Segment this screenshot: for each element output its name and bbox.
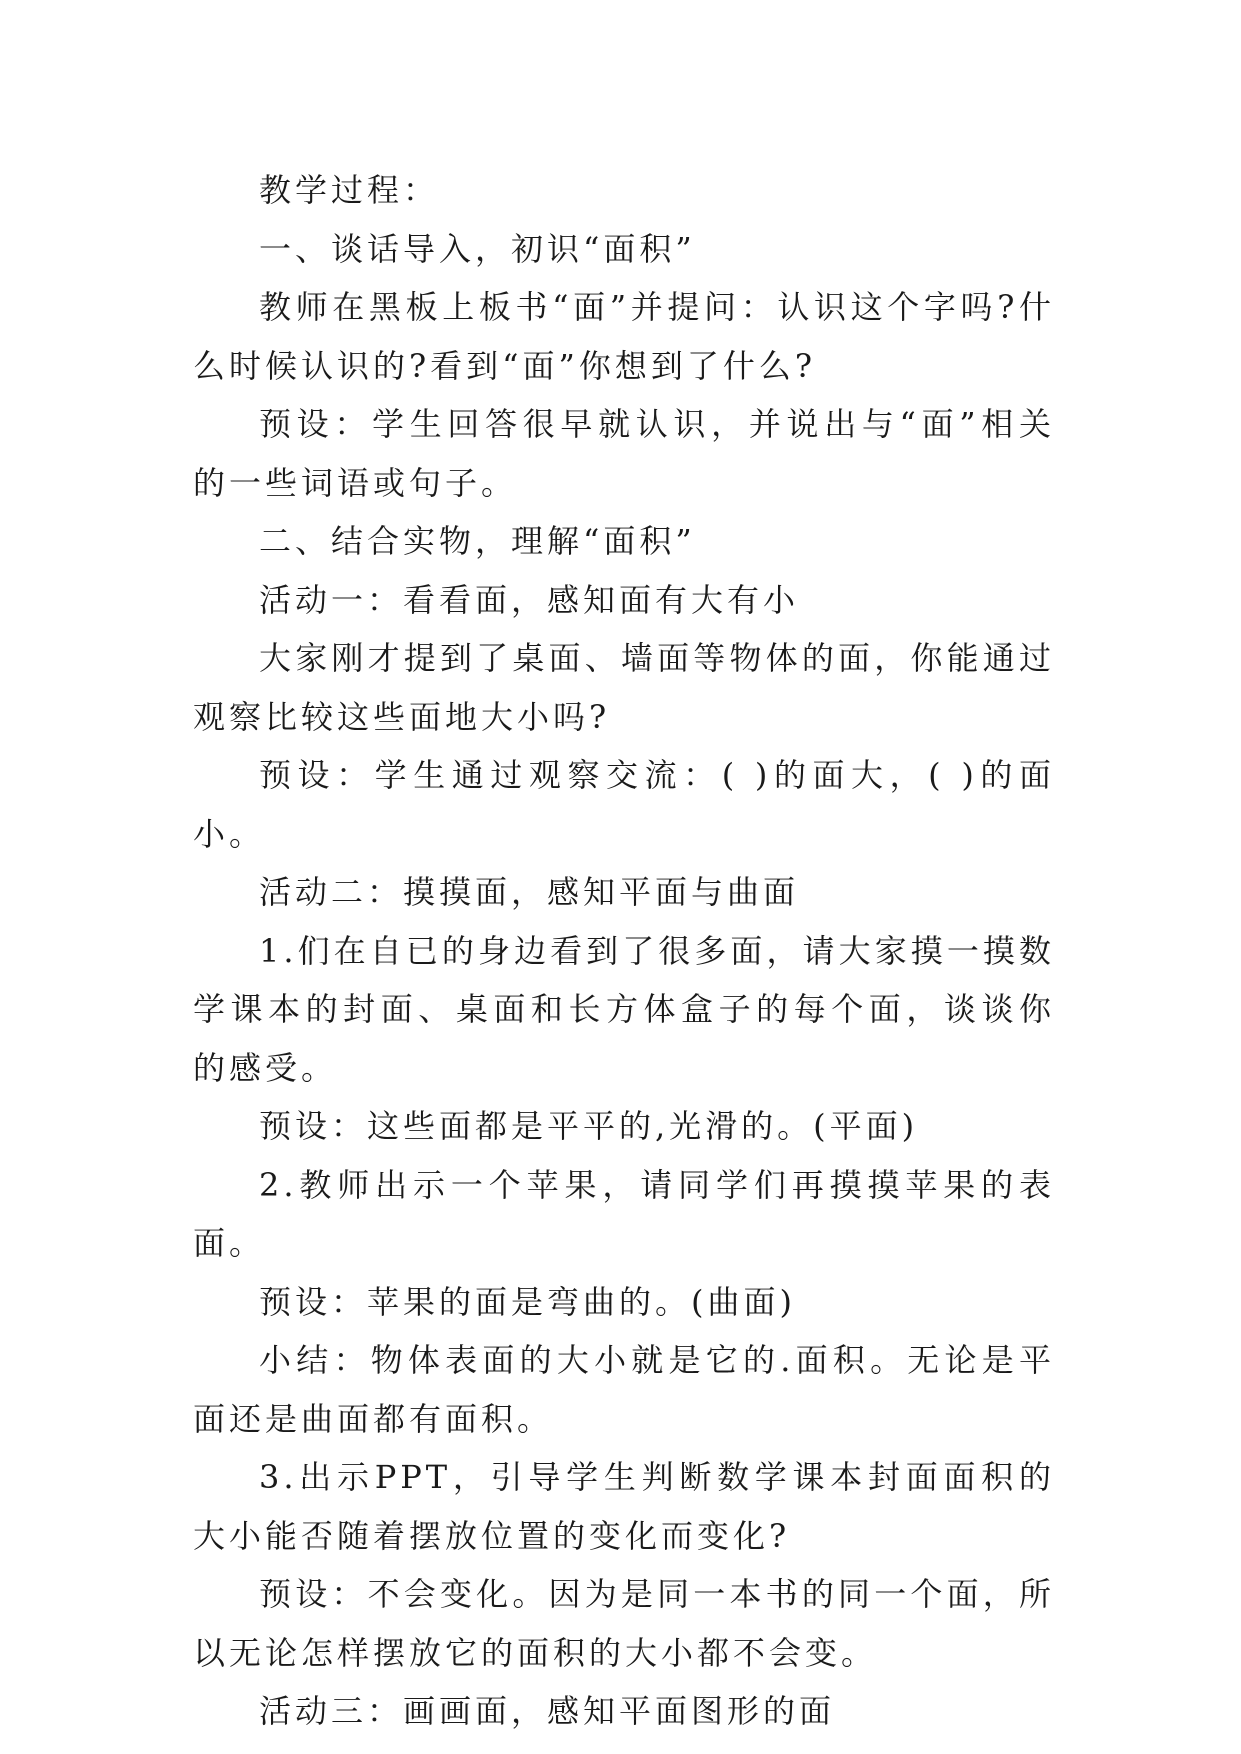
paragraph: 小结：物体表面的大小就是它的.面积。无论是平面还是曲面都有面积。 <box>193 1341 1055 1438</box>
paragraph: 预设：不会变化。因为是同一本书的同一个面，所以无论怎样摆放它的面积的大小都不会变。 <box>193 1575 1055 1672</box>
paragraph-teaching-process: 教学过程： <box>259 171 440 209</box>
paragraph: 预设：学生回答很早就认识，并说出与“面”相关的一些词语或句子。 <box>193 405 1055 502</box>
activity-heading-2: 活动二：摸摸面，感知平面与曲面 <box>259 873 800 911</box>
section-heading-2: 二、结合实物，理解“面积” <box>259 522 696 560</box>
activity-heading-1: 活动一：看看面，感知面有大有小 <box>259 580 800 619</box>
section-heading-1: 一、谈话导入，初识“面积” <box>259 229 696 268</box>
paragraph: 大家刚才提到了桌面、墙面等物体的面，你能通过观察比较这些面地大小吗? <box>193 639 1055 736</box>
activity-heading-3: 活动三：画画面，感知平面图形的面 <box>259 1692 836 1730</box>
paragraph: 预设：苹果的面是弯曲的。(曲面) <box>259 1282 796 1321</box>
paragraph: 预设：学生通过观察交流：( )的面大，( )的面小。 <box>193 756 1055 853</box>
paragraph: 2.教师出示一个苹果，请同学们再摸摸苹果的表面。 <box>193 1165 1055 1262</box>
paragraph: 预设：这些面都是平平的,光滑的。(平面) <box>259 1107 919 1145</box>
document-body <box>193 161 1055 1741</box>
paragraph: 1.们在自已的身边看到了很多面，请大家摸一摸数学课本的封面、桌面和长方体盒子的每个面，谈谈你的感受。 <box>193 931 1055 1087</box>
paragraph: 3.出示PPT，引导学生判断数学课本封面面积的大小能否随着摆放位置的变化而变化? <box>193 1458 1055 1555</box>
paragraph: 教师在黑板上板书“面”并提问：认识这个字吗?什么时候认识的?看到“面”你想到了什么? <box>193 288 1055 385</box>
